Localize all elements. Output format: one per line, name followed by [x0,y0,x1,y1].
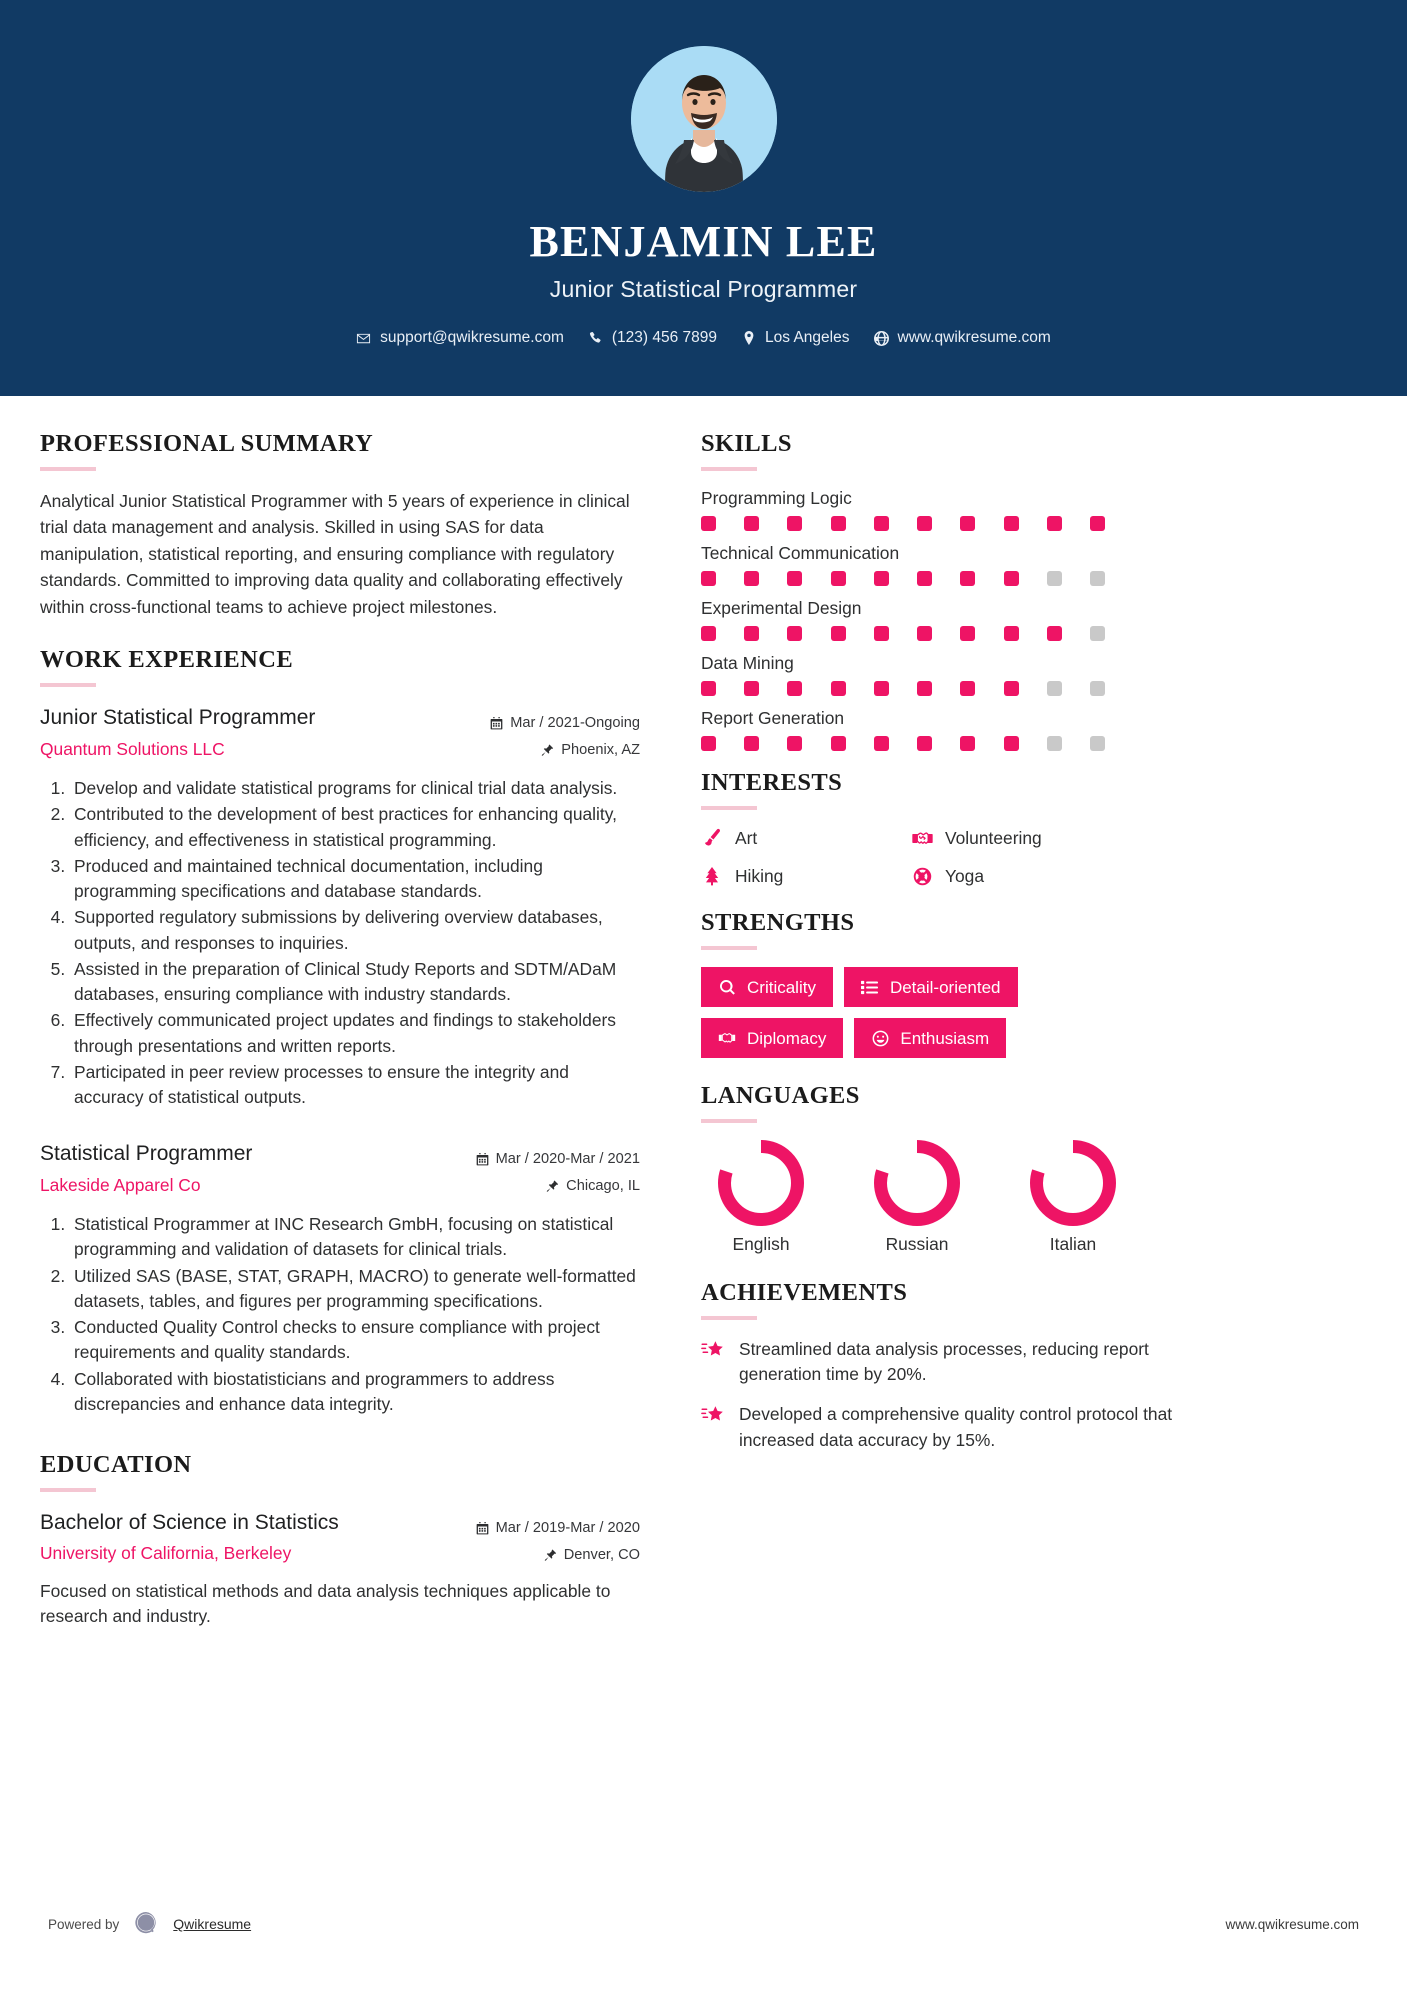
handshake-icon [718,1029,736,1047]
contact-website-text: www.qwikresume.com [897,329,1051,347]
contact-email[interactable] [349,329,571,347]
section-achievements [701,1279,1188,1453]
section-work-experience [40,646,640,1417]
skill-dot [1004,516,1019,531]
language-donut [1013,1140,1133,1226]
work-location: Chicago, IL [566,1178,640,1195]
skill-dot [701,681,716,696]
language-item [701,1140,821,1255]
pin-icon [541,744,554,757]
skill-dot [1004,626,1019,641]
skill-item [701,488,1188,531]
section-title-achievements: ACHIEVEMENTS [701,1279,908,1306]
footer [0,1910,1407,1938]
skill-dot [744,626,759,641]
strength-chip-criticality[interactable] [701,967,833,1007]
skill-rating [701,571,1105,586]
smiley-icon [871,1029,889,1047]
map-pin-icon [741,331,756,346]
list-item: 4. Collaborated with biostatisticians and programmers to address discrepancies and enhance data integrity. [70,1367,640,1417]
strength-chip-detail-oriented[interactable] [844,967,1018,1007]
section-interests [701,769,1188,887]
interests-grid [701,827,1121,887]
skill-dot [744,571,759,586]
section-rule [701,1119,757,1123]
strength-label: Diplomacy [747,1028,827,1048]
skill-dot [701,626,716,641]
skill-dot [874,571,889,586]
language-label: English [732,1234,790,1254]
interest-label: Art [735,827,758,848]
list-item: 3. Conducted Quality Control checks to ensure compliance with project requirements and quality standards. [70,1315,640,1365]
work-org: Quantum Solutions LLC [40,738,225,759]
skill-dot [1090,516,1105,531]
skill-dot [701,571,716,586]
skill-label: Programming Logic [701,488,852,508]
resume-body [0,396,1407,1638]
list-item: 1. Develop and validate statistical programs for clinical trial data analysis. [70,776,640,801]
section-professional-summary [40,430,640,620]
achievement-text: Developed a comprehensive quality control protocol that increased data accuracy by 15%. [739,1404,1173,1450]
work-location-line [462,737,640,764]
education-description: Focused on statistical methods and data analysis techniques applicable to research and industry. [40,1581,611,1627]
section-rule [40,467,96,471]
section-rule [40,683,96,687]
left-column [40,430,640,1638]
life-ring-icon [911,865,933,887]
work-bullets [40,776,640,1110]
work-dates-line [462,710,640,737]
interest-item [701,827,911,849]
section-education [40,1451,640,1629]
list-item: 1. Statistical Programmer at INC Research GmbH, focusing on statistical programming and validation of datasets for clinical trials. [70,1212,640,1262]
skill-dot [917,626,932,641]
education-entry-header [40,1509,640,1569]
languages-row [701,1140,1188,1255]
skill-dot [831,736,846,751]
skill-dot [787,516,802,531]
qwikresume-logo-icon [132,1910,160,1938]
skill-dot [1090,626,1105,641]
skill-label: Technical Communication [701,543,900,563]
list-item: 2. Utilized SAS (BASE, STAT, GRAPH, MACRO) to generate well-formatted datasets, tables, and figures per programming specifications. [70,1264,640,1314]
skill-item [701,543,1188,586]
skill-dot [874,736,889,751]
skill-dot [960,681,975,696]
skill-dot [1004,571,1019,586]
skill-dot [787,736,802,751]
paintbrush-icon [701,827,723,849]
skill-dot [831,626,846,641]
contact-phone-text: (123) 456 7899 [611,329,718,347]
job-title: Junior Statistical Programmer [549,276,858,303]
achievement-text: Streamlined data analysis processes, reducing report generation time by 20%. [739,1339,1149,1385]
skill-dot [917,571,932,586]
skill-dot [744,681,759,696]
section-languages [701,1082,1188,1255]
strength-chip-diplomacy[interactable] [701,1018,843,1058]
calendar-icon [490,717,503,730]
education-meta [462,1509,640,1569]
avatar [631,46,777,192]
skill-dot [787,681,802,696]
work-role: Statistical Programmer [40,1142,253,1166]
work-org: Lakeside Apparel Co [40,1174,201,1195]
language-item [857,1140,977,1255]
contact-location-text: Los Angeles [765,329,850,347]
skill-rating [701,681,1105,696]
section-rule [701,946,757,950]
language-donut [701,1140,821,1226]
skill-item [701,708,1188,751]
interest-label: Volunteering [945,827,1042,848]
list-item: 5. Assisted in the preparation of Clinical Study Reports and SDTM/ADaM databases, ensuring compliance with industry standards. [70,957,640,1007]
resume-header [0,0,1407,396]
skill-dot [701,516,716,531]
tree-icon [701,865,723,887]
work-role: Junior Statistical Programmer [40,706,316,730]
skill-dot [831,571,846,586]
skill-dot [917,736,932,751]
skill-dot [1004,681,1019,696]
section-title-summary: PROFESSIONAL SUMMARY [40,430,374,457]
skill-dot [917,516,932,531]
skill-label: Experimental Design [701,598,862,618]
interest-label: Yoga [945,865,985,886]
education-entry [40,1509,640,1629]
skill-dot [1047,736,1062,751]
skill-rating [701,626,1105,641]
skill-dot [744,516,759,531]
skill-dot [1047,516,1062,531]
work-entry [40,1140,640,1417]
skill-dot [831,681,846,696]
section-rule [40,1488,96,1492]
skill-dot [917,681,932,696]
skill-dot [787,571,802,586]
star-icon [701,1405,725,1429]
star-icon [701,1340,725,1364]
education-location-line [462,1542,640,1569]
right-column [676,430,1188,1638]
skill-dot [787,626,802,641]
footer-url: www.qwikresume.com [1225,1916,1359,1932]
skill-rating [701,516,1105,531]
achievement-item [701,1337,1188,1387]
powered-by-block [48,1910,251,1938]
education-location: Denver, CO [563,1547,640,1564]
contact-row [0,329,1407,347]
section-title-languages: LANGUAGES [701,1082,860,1109]
work-entry-header [40,704,640,764]
envelope-icon [356,331,371,346]
powered-by-label: Powered by [48,1916,120,1932]
contact-phone[interactable] [581,329,724,347]
work-dates-line [462,1146,640,1173]
language-item [1013,1140,1133,1255]
contact-location[interactable] [734,329,856,347]
skill-label: Data Mining [701,653,794,673]
education-dates: Mar / 2019-Mar / 2020 [495,1520,640,1537]
pin-icon [544,1549,557,1562]
section-title-strengths: STRENGTHS [701,909,855,936]
skill-dot [1090,681,1105,696]
skill-dot [960,516,975,531]
section-strengths [701,909,1188,1058]
list-item: 6. Effectively communicated project updates and findings to stakeholders through presentations and written reports. [70,1008,640,1058]
skill-dot [960,571,975,586]
skill-dot [960,736,975,751]
section-title-skills: SKILLS [701,430,792,457]
globe-icon [874,331,889,346]
contact-website[interactable] [867,329,1058,347]
section-title-education: EDUCATION [40,1451,192,1479]
list-item: 7. Participated in peer review processes to ensure the integrity and accuracy of statistical outputs. [70,1060,640,1110]
work-location-line [462,1173,640,1200]
skill-dot [831,516,846,531]
handshake-icon [911,827,933,849]
section-title-work: WORK EXPERIENCE [40,646,294,674]
skill-dot [1047,626,1062,641]
section-rule [701,467,757,471]
strength-label: Detail-oriented [889,977,1001,997]
calendar-icon [476,1522,489,1535]
skill-label: Report Generation [701,708,845,728]
work-meta [462,704,640,764]
education-entry-left [40,1509,462,1564]
list-item: 4. Supported regulatory submissions by delivering overview databases, outputs, and responses to inquiries. [70,905,640,955]
strength-chip-enthusiasm[interactable] [854,1018,1006,1058]
interest-item [911,865,1121,887]
list-item: 3. Produced and maintained technical documentation, including programming specifications and database standards. [70,854,640,904]
skill-rating [701,736,1105,751]
skill-dot [960,626,975,641]
skill-dot [874,681,889,696]
strengths-list [701,967,1131,1058]
skill-dot [874,626,889,641]
strength-label: Criticality [747,977,816,997]
pin-icon [546,1180,559,1193]
work-entry-left [40,704,462,759]
summary-text: Analytical Junior Statistical Programmer with 5 years of experience in clinical trial data management and analysis. Skilled in using SAS for data manipulation, statistical reporting, and ensuring compliance with regulatory standards. Committed to improving data quality and collaborating effectively within cross-functional teams to achieve project milestones. [40,491,630,617]
section-rule [701,806,757,810]
work-bullets [40,1212,640,1417]
skill-dot [1004,736,1019,751]
skill-item [701,598,1188,641]
language-label: Russian [885,1234,949,1254]
section-rule [701,1316,757,1320]
skill-dot [701,736,716,751]
education-school: University of California, Berkeley [40,1543,292,1564]
education-degree: Bachelor of Science in Statistics [40,1511,339,1535]
magnifier-icon [718,978,736,996]
work-meta [462,1140,640,1200]
section-skills [701,430,1188,751]
achievement-item [701,1402,1188,1452]
work-entry-left [40,1140,462,1195]
page-title: BENJAMIN LEE [529,217,878,266]
skill-dot [1090,571,1105,586]
work-entry-header [40,1140,640,1200]
calendar-icon [476,1153,489,1166]
section-title-interests: INTERESTS [701,769,843,796]
skill-dot [1047,571,1062,586]
interest-item [911,827,1121,849]
work-dates: Mar / 2020-Mar / 2021 [495,1151,640,1168]
skill-dot [744,736,759,751]
language-donut [857,1140,977,1226]
strength-label: Enthusiasm [900,1028,990,1048]
interest-label: Hiking [735,865,784,886]
education-dates-line [462,1515,640,1542]
skill-dot [1047,681,1062,696]
language-label: Italian [1049,1234,1097,1254]
work-entry [40,704,640,1110]
work-location: Phoenix, AZ [561,742,640,759]
skill-dot [874,516,889,531]
list-item: 2. Contributed to the development of best practices for enhancing quality, efficiency, and effectiveness in statistical programming. [70,802,640,852]
work-dates: Mar / 2021-Ongoing [510,715,640,732]
phone-icon [588,331,603,346]
skill-dot [1090,736,1105,751]
skill-item [701,653,1188,696]
list-icon [861,978,879,996]
interest-item [701,865,911,887]
qwikresume-link[interactable]: Qwikresume [173,1916,252,1932]
contact-email-text: support@qwikresume.com [380,329,564,347]
